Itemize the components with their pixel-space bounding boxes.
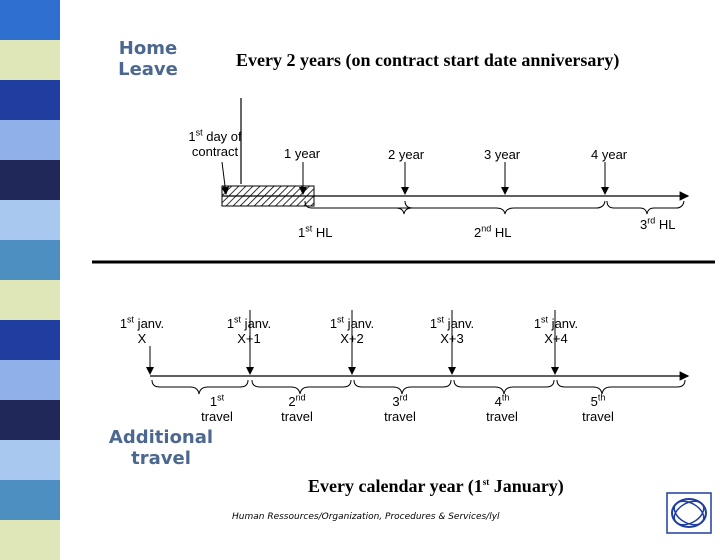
home-leave-title-line1: Home — [118, 38, 178, 59]
additional-travel-title — [106, 427, 216, 469]
year-1-label: 1 year — [284, 146, 321, 161]
home-leave-title — [108, 38, 188, 80]
home-leave-heading: Every 2 years (on contract start date anniversary) — [236, 50, 620, 70]
travel-3-label: 3rd travel — [384, 392, 416, 424]
hl-2-brace — [405, 201, 605, 214]
year-3-label: 3 year — [484, 147, 521, 162]
janv-x2-label: 1st janv. X+2 — [329, 314, 375, 346]
year-2-label: 2 year — [388, 147, 425, 162]
first-day-text: day of — [202, 129, 242, 144]
first-day-line2: contract — [191, 144, 239, 159]
travel-1-brace — [152, 380, 248, 394]
janv-x4-label: 1st janv. X+4 — [533, 314, 579, 346]
first-day-label — [178, 129, 252, 159]
janv-x-label: 1st janv. X — [119, 314, 165, 346]
first-day-sup: st — [195, 127, 203, 138]
hl-1-brace — [305, 201, 412, 214]
cern-logo — [667, 493, 711, 533]
janv-x1-label: 1st janv. X+1 — [226, 314, 272, 346]
home-leave-title-line2: Leave — [118, 59, 178, 80]
travel-1-label: 1st travel — [201, 392, 233, 424]
additional-heading: Every calendar year (1st January) — [308, 476, 564, 496]
footer-text: Human Ressources/Organization, Procedures & Services/lyl — [232, 512, 500, 522]
travel-5-brace — [557, 380, 685, 394]
additional-title-line2: travel — [131, 448, 191, 469]
additional-title-line1: Additional — [108, 427, 214, 448]
first-day-num: 1 — [188, 129, 196, 144]
travel-5-label: 5th travel — [582, 392, 614, 424]
travel-4-label: 4th travel — [486, 392, 518, 424]
janv-x3-label: 1st janv. X+3 — [429, 314, 475, 346]
hl-2-label: 2nd HL — [474, 223, 512, 240]
hl-3-brace — [607, 201, 684, 214]
hl-1-label: 1st HL — [298, 223, 333, 240]
travel-2-label: 2nd travel — [281, 392, 313, 424]
year-4-label: 4 year — [591, 147, 628, 162]
hl-3-label: 3rd HL — [640, 215, 676, 232]
